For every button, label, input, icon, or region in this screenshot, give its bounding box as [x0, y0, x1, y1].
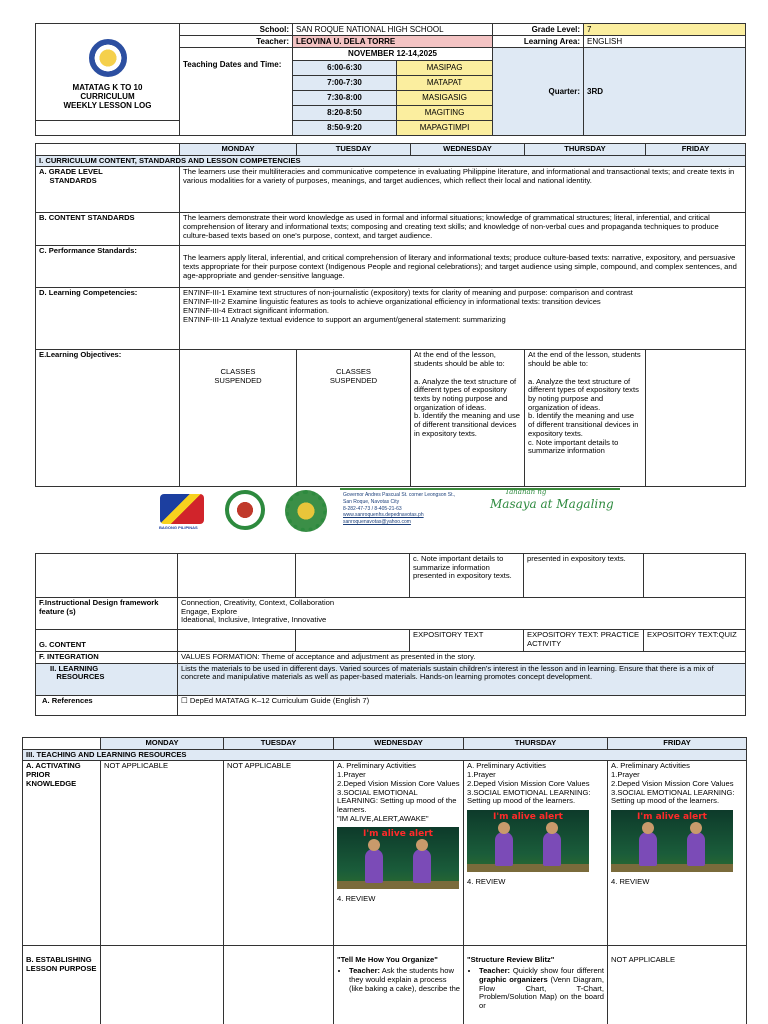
school-contact-info	[343, 492, 455, 526]
day-header: TUESDAY	[224, 738, 334, 750]
thursday-establishing	[464, 946, 608, 1024]
design-line: Connection, Creativity, Context, Collaboration	[181, 598, 335, 607]
competencies-label: D. Learning Competencies:	[36, 288, 180, 350]
school-banner	[135, 486, 623, 536]
activating-label: A. ACTIVATING PRIOR KNOWLEDGE	[23, 761, 101, 946]
blank-label	[36, 554, 178, 598]
performance-standards-label: C. Performance Standards:	[36, 246, 180, 288]
website-link[interactable]: www.sanroquenhs.depednavotas.ph	[343, 512, 424, 519]
section-heading: I. CURRICULUM CONTENT, STANDARDS AND LESSON COMPETENCIES	[36, 155, 746, 167]
content-standards-label: B. CONTENT STANDARDS	[36, 213, 180, 246]
competency-item: EN7INF-III-2 Examine linguistic features as tools to achieve organizational efficiency in informational texts: transition devices	[183, 297, 601, 307]
activity-title: "Structure Review Blitz"	[467, 955, 555, 965]
video-thumbnail[interactable]	[337, 827, 459, 889]
wednesday-objective: At the end of the lesson, students should be able to: a. Analyze the text structure of different types of expository texts by noting purpose and organization of ideas. b. Identify the meaning and use of different transitional devices in expository texts.	[411, 350, 525, 487]
bagong-pilipinas-logo-icon	[160, 494, 204, 524]
wednesday-establishing	[334, 946, 464, 1024]
competency-item: EN7INF-III-1 Examine text structures of non-journalistic (expository) texts for clarity of meaning and purpose: comparison and contrast	[183, 288, 633, 298]
resources-text: Lists the materials to be used in different days. Varied sources of materials sustain children's interest in the lesson and in learning. Ensure that there is a mix of concrete and manipulative materials as well as paper-based materials. Hands-on learning promotes concept development.	[178, 663, 746, 695]
thursday-content: EXPOSITORY TEXT: PRACTICE ACTIVITY	[524, 630, 644, 652]
schedule-time: 7:30-8:00	[293, 90, 397, 105]
header-table	[35, 23, 746, 136]
activity-bold-text: graphic organizers	[479, 974, 548, 984]
wednesday-content: EXPOSITORY TEXT	[410, 630, 524, 652]
day-header: FRIDAY	[608, 738, 747, 750]
references-label: A. References	[36, 695, 178, 715]
wednesday-objective-cont: c. Note important details to summarize information presented in expository texts.	[410, 554, 524, 598]
monday-content	[178, 630, 296, 652]
design-label: F.Instructional Design framework feature (s)	[36, 598, 178, 630]
deped-seal-icon	[89, 39, 127, 77]
day-header: FRIDAY	[646, 144, 746, 156]
review-item: 4. REVIEW	[337, 894, 376, 904]
integration-label: F. INTEGRATION	[36, 652, 178, 664]
friday-establishing: NOT APPLICABLE	[608, 946, 747, 1024]
bagong-pilipinas-label: BAGONG PILIPINAS	[159, 525, 198, 530]
grade-value: 7	[584, 24, 746, 36]
role-label: Teacher:	[349, 966, 381, 976]
friday-activating	[608, 761, 747, 946]
wednesday-activating	[334, 761, 464, 946]
preliminary-activities: A. Preliminary Activities 1.Prayer 2.Deped Vision Mission Core Values 3.SOCIAL EMOTIONAL LEARNING: Setting up mood of the learners.	[467, 761, 591, 806]
corner-cell	[36, 144, 180, 156]
day-header: WEDNESDAY	[411, 144, 525, 156]
quarter-label: Quarter:	[493, 48, 584, 135]
school-motto: Masaya at Magaling	[490, 497, 614, 511]
area-value: ENGLISH	[584, 36, 746, 48]
friday-content: EXPOSITORY TEXT:QUIZ	[644, 630, 746, 652]
grade-standards-text: The learners use their multiliteracies and communicative competence in evaluating Philippine literature, and informational and transactional texts; and create texts in various modalities for a variety of purposes, meanings, and target audiences, which reflect their local and national identity.	[180, 167, 746, 213]
tuesday-cont	[296, 554, 410, 598]
grade-standards-label: A. GRADE LEVEL STANDARDS	[36, 167, 180, 213]
schedule-section: MATAPAT	[397, 75, 493, 90]
teacher-name: LEOVINA U. DELA TORRE	[293, 36, 493, 48]
review-item: 4. REVIEW	[467, 877, 506, 887]
email-link[interactable]: sanroquenavotas@yahoo.com	[343, 519, 411, 525]
design-text	[178, 598, 746, 630]
review-item: 4. REVIEW	[611, 877, 650, 887]
preliminary-activities: A. Preliminary Activities 1.Prayer 2.Deped Vision Mission Core Values 3.SOCIAL EMOTIONAL LEARNING: Setting up mood of the learners. "IM ALIVE,ALERT,AWAKE"	[337, 761, 460, 823]
day-header: TUESDAY	[297, 144, 411, 156]
quarter-value: 3RD	[584, 48, 746, 135]
day-header: WEDNESDAY	[334, 738, 464, 750]
dates-label: Teaching Dates and Time:	[180, 48, 293, 135]
activity-title: "Tell Me How You Organize"	[337, 955, 438, 965]
grade-label: Grade Level:	[493, 24, 584, 36]
monday-objective: CLASSES SUSPENDED	[180, 350, 297, 487]
references-text: ☐ DepEd MATATAG K–12 Curriculum Guide (English 7)	[178, 695, 746, 715]
schedule-time: 8:50-9:20	[293, 120, 397, 135]
day-header: THURSDAY	[525, 144, 646, 156]
video-caption: I'm alive alert	[637, 812, 707, 823]
role-label: Teacher:	[479, 966, 511, 976]
tuesday-content	[296, 630, 410, 652]
monday-establishing	[101, 946, 224, 1024]
video-caption: I'm alive alert	[493, 812, 563, 823]
activity-text: (Venn Diagram, Flow Chart, T-Chart, Problem/Solution Map) on the board or	[479, 974, 604, 1011]
address-line: Governor Andres Pascual St. corner Leongson St.,	[343, 492, 456, 498]
phone-line: 8-282-47-73 / 8-405-21-63	[343, 505, 402, 512]
deped-title: MATATAG K TO 10 CURRICULUM WEEKLY LESSON LOG	[63, 83, 152, 111]
video-caption: I'm alive alert	[363, 829, 433, 840]
design-table	[35, 553, 746, 716]
performance-standards-text: The learners apply literal, inferential, and critical comprehension of literary and informational texts; produce culture-based texts: narrative, expository, and persuasive texts appropriate for their purpose context (Indigenous People and regional celebrations); and target audience using simple, compound, and complex sentences, and age-appropriate and gender-sensitive language.	[180, 246, 746, 288]
day-header: MONDAY	[101, 738, 224, 750]
motto-prefix: Tahanan ng	[505, 488, 547, 496]
establishing-label: B. ESTABLISHING LESSON PURPOSE	[23, 946, 101, 1024]
address-line: San Roque, Navotas City	[343, 498, 400, 505]
tuesday-activating: NOT APPLICABLE	[224, 761, 334, 946]
school-label: School:	[180, 24, 293, 36]
resources-label: II. LEARNING RESOURCES	[36, 663, 178, 695]
schedule-section: MASIPAG	[397, 60, 493, 75]
thursday-activating	[464, 761, 608, 946]
schedule-section: MAGITING	[397, 105, 493, 120]
thursday-objective: At the end of the lesson, students should be able to: a. Analyze the text structure of different types of expository texts by noting purpose and organization of ideas. b. Identify the meaning and use of different transitional devices in expository texts. c. Note important details to summarize information	[525, 350, 646, 487]
monday-cont	[178, 554, 296, 598]
competency-item: EN7INF-III-11 Analyze textual evidence to support an argument/general statement: summarizing	[183, 314, 506, 324]
objectives-label: E.Learning Objectives:	[36, 350, 180, 487]
friday-objective	[646, 350, 746, 487]
content-label: G. CONTENT	[36, 630, 178, 652]
friday-cont	[644, 554, 746, 598]
banner-divider	[340, 488, 620, 490]
school-seal-icon	[225, 490, 265, 530]
teaching-table	[22, 737, 747, 1024]
activity-text: Ask the students how they would explain a process (like baking a cake), describe the	[349, 966, 461, 993]
monday-activating: NOT APPLICABLE	[101, 761, 224, 946]
division-seal-icon	[285, 490, 327, 532]
tuesday-establishing	[224, 946, 334, 1024]
video-thumbnail[interactable]	[467, 810, 589, 872]
dates-value: NOVEMBER 12-14,2025	[293, 48, 493, 60]
day-header: THURSDAY	[464, 738, 608, 750]
area-label: Learning Area:	[493, 36, 584, 48]
competencies-text	[180, 288, 746, 350]
schedule-time: 6:00-6:30	[293, 60, 397, 75]
activity-step	[349, 967, 460, 993]
teacher-label: Teacher:	[180, 36, 293, 48]
schedule-time: 8:20-8:50	[293, 105, 397, 120]
schedule-time: 7:00-7:30	[293, 75, 397, 90]
activity-step	[479, 967, 604, 1011]
video-thumbnail[interactable]	[611, 810, 733, 872]
schedule-section: MAPAGTIMPI	[397, 120, 493, 135]
day-header: MONDAY	[180, 144, 297, 156]
competency-item: EN7INF-III-4 Extract significant information.	[183, 305, 330, 315]
thursday-objective-cont: presented in expository texts.	[524, 554, 644, 598]
preliminary-activities: A. Preliminary Activities 1.Prayer 2.Deped Vision Mission Core Values 3.SOCIAL EMOTIONAL LEARNING: Setting up mood of the learners.	[611, 761, 735, 806]
corner-cell	[23, 738, 101, 750]
deped-title-cell	[36, 24, 180, 121]
section-heading: III. TEACHING AND LEARNING RESOURCES	[23, 749, 747, 761]
design-line: Ideational, Inclusive, Integrative, Innovative	[181, 615, 327, 625]
school-name: SAN ROQUE NATIONAL HIGH SCHOOL	[293, 24, 493, 36]
integration-text: VALUES FORMATION: Theme of acceptance and adjustment as presented in the story.	[178, 652, 746, 664]
design-line: Engage, Explore	[181, 606, 238, 616]
schedule-section: MASIGASIG	[397, 90, 493, 105]
activity-text: Quickly show four different	[510, 966, 604, 976]
content-standards-text: The learners demonstrate their word knowledge as used in formal and informal situations; knowledge of grammatical structures; literal, inferential, and critical comprehension of literary and informational texts; composing and creating text skills; and knowledge of non-verbal cues and propaganda techniques to produce culture-based texts based on one's purpose, context, and target audience.	[180, 213, 746, 246]
tuesday-objective: CLASSES SUSPENDED	[297, 350, 411, 487]
curriculum-table	[35, 143, 746, 487]
